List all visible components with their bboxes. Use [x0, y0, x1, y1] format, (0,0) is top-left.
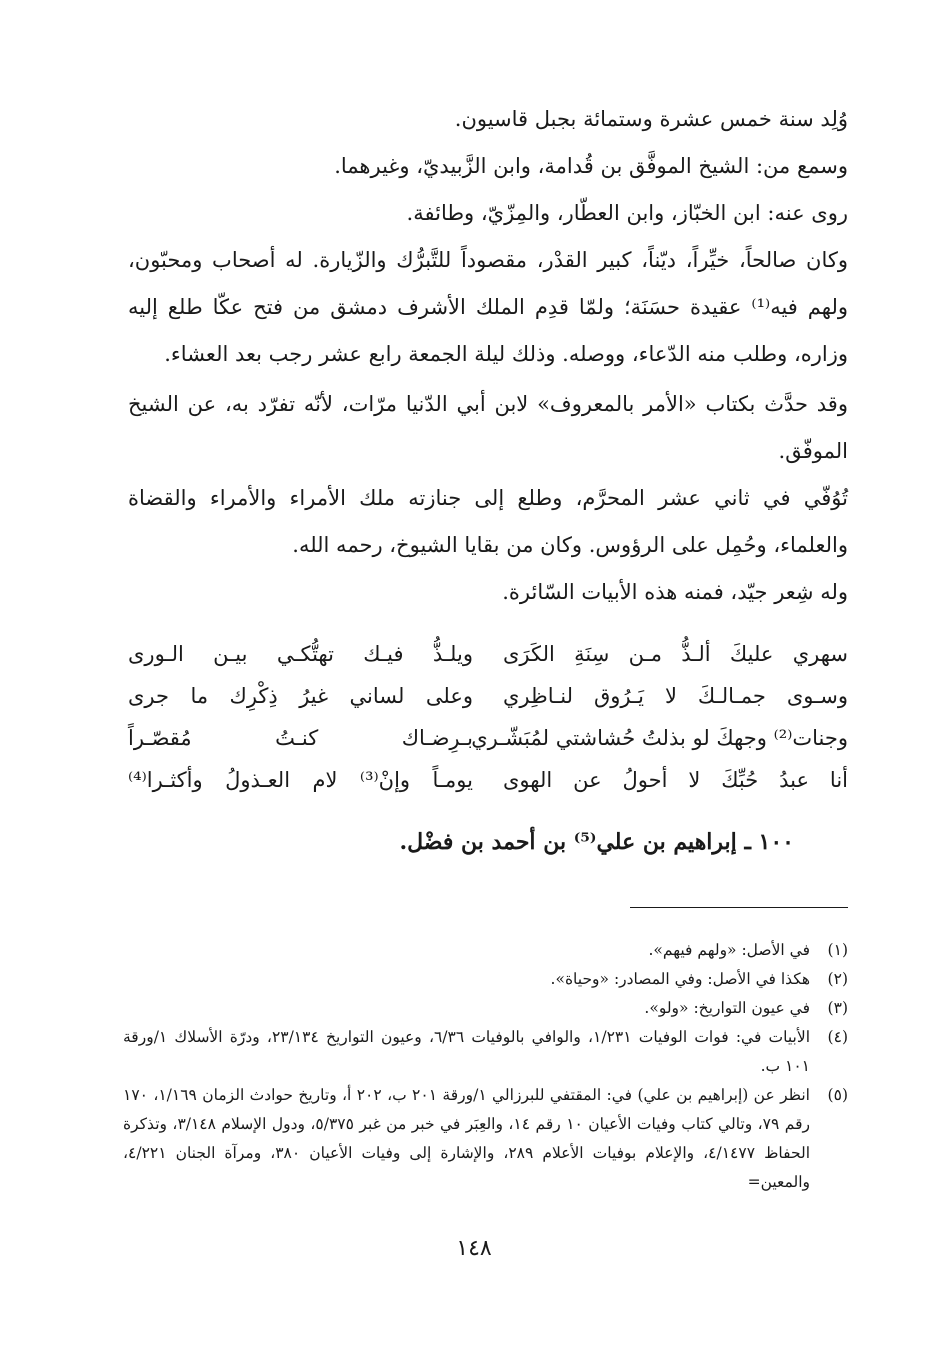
footnote-number: (٢) [827, 970, 848, 988]
footnote-text: الأبيات في: فوات الوفيات ١/٢٣١، والوافي بالوفيات ٦/٣٦، وعيون التواريخ ٢٣/١٣٤، ودرّة الأسلاك ١/ورقة ١٠١ ب. [123, 1028, 811, 1075]
footnote [123, 1081, 848, 1197]
verse-first-half: وسـوى جمـالـكَ لا يَـرُوق لنـاظِري [503, 684, 848, 708]
footnote-number: (٣) [827, 999, 848, 1017]
footnote-text: انظر عن (إبراهيم بن علي) في: المقتفي للبرزالي ١/ورقة ٢٠١ ب، ٢٠٢ أ، وتاريخ حوادث الزمان ١/١٦٩، ١٧٠ رقم ٧٩، وتالي كتاب وفيات الأعيان ١٠ رقم ١٤، والعِبَر في خبر من غبر ٥/٣٧٥، ودول الإسلام ٣/١٤٨، وتذكرة الحفاظ ٤/١٤٧٧، والإعلام بوفيات الأعلام ٢٨٩، والإشارة إلى وفيات الأعيان ٣٨٠، ومرآة الجنان ٤/٢٢١، والمعين= [123, 1086, 810, 1191]
paragraph-poetry-intro: وله شِعر جيّد، فمنه هذه الأبيات السّائرة. [502, 580, 848, 604]
paragraph-students: روى عنه: ابن الخبّاز، وابن العطّار، والمِزّيّ، وطائفة. [406, 201, 848, 225]
verse-second-half: وعلى لساني غيرُ ذِكْرِك ما جرى [128, 684, 473, 708]
footnote-text: في عيون التواريخ: «ولو». [644, 999, 810, 1017]
paragraph-narration: وقد حدَّث بكتاب «الأمر بالمعروف» لابن أبي الدّنيا مرّات، لأنّه تفرّد به، عن الشيخ الموفّق. [128, 392, 848, 463]
verse-second-half: ويلـذُّ فيـك تهتُّكـي بيـن الـورى [128, 642, 473, 666]
poem-verse [128, 717, 848, 759]
verse-second-half: يومـاً وإنْ⁽³⁾ لام العـذولُ وأكثـرا⁽⁴⁾ [128, 768, 473, 792]
verse-second-half: بـرِضـاك كنـتُ مُقصّـراً [128, 726, 473, 750]
verse-first-half [471, 717, 848, 759]
footnotes [123, 936, 848, 1197]
page-number: ١٤٨ [456, 1236, 492, 1261]
verse-prefix: وجنات⁽²⁾ [773, 726, 848, 750]
entry-heading: ١٠٠ ـ إبراهيم بن علي⁽⁵⁾ بن أحمد بن فضْل. [399, 829, 794, 855]
footnote [123, 936, 848, 965]
verse-first-half: أنا عبدُ حُبِّكَ لا أحولُ عن الهوى [503, 768, 848, 792]
paragraph-death: تُوُفّي في ثاني عشر المحرَّم، وطلع إلى جنازته ملك الأمراء والأمراء والقضاة والعلماء، وحُمِل على الرؤوس. وكان من بقايا الشيوخ، رحمه الله. [128, 486, 848, 557]
footnote-separator [630, 907, 848, 908]
footnote-number: (٥) [827, 1086, 848, 1104]
poem [128, 633, 848, 801]
footnote [123, 1023, 848, 1081]
paragraph-birth: وُلِد سنة خمس عشرة وستمائة بجبل قاسيون. [454, 107, 848, 131]
footnote-number: (١) [827, 941, 848, 959]
footnote-text: في الأصل: «ولهم فيهم». [648, 941, 810, 959]
verse-first-half-text: وجهكَ لو بذلتُ حُشاشتي لمُبَشّـري [471, 726, 767, 750]
footnote-text: هكذا في الأصل: وفي المصادر: «وحياة». [550, 970, 810, 988]
footnote [123, 965, 848, 994]
poem-verse [128, 675, 848, 717]
poem-verse [128, 633, 848, 675]
footnote [123, 994, 848, 1023]
verse-first-half: سهري عليكَ ألـذُّ مـن سِنَةِ الكَرَى [503, 642, 848, 666]
main-text [128, 96, 848, 616]
poem-verse [128, 759, 848, 801]
paragraph-teachers: وسمع من: الشيخ الموفَّق بن قُدامة، وابن الزَّبيديّ، وغيرهما. [334, 154, 848, 178]
footnote-number: (٤) [827, 1028, 848, 1046]
paragraph-character: وكان صالحاً، خيِّراً، ديّناً، كبير القدْر، مقصوداً للتَّبرُّك والزّيارة. له أصحاب ومحبّون، ولهم فيه⁽¹⁾ عقيدة حسَنَة؛ ولمّا قدِم الملك الأشرف دمشق من فتح عكّا طلع إليه وزاره، وطلب منه الدّعاء، ووصله. وذلك ليلة الجمعة رابع عشر رجب بعد العشاء. [128, 248, 849, 366]
